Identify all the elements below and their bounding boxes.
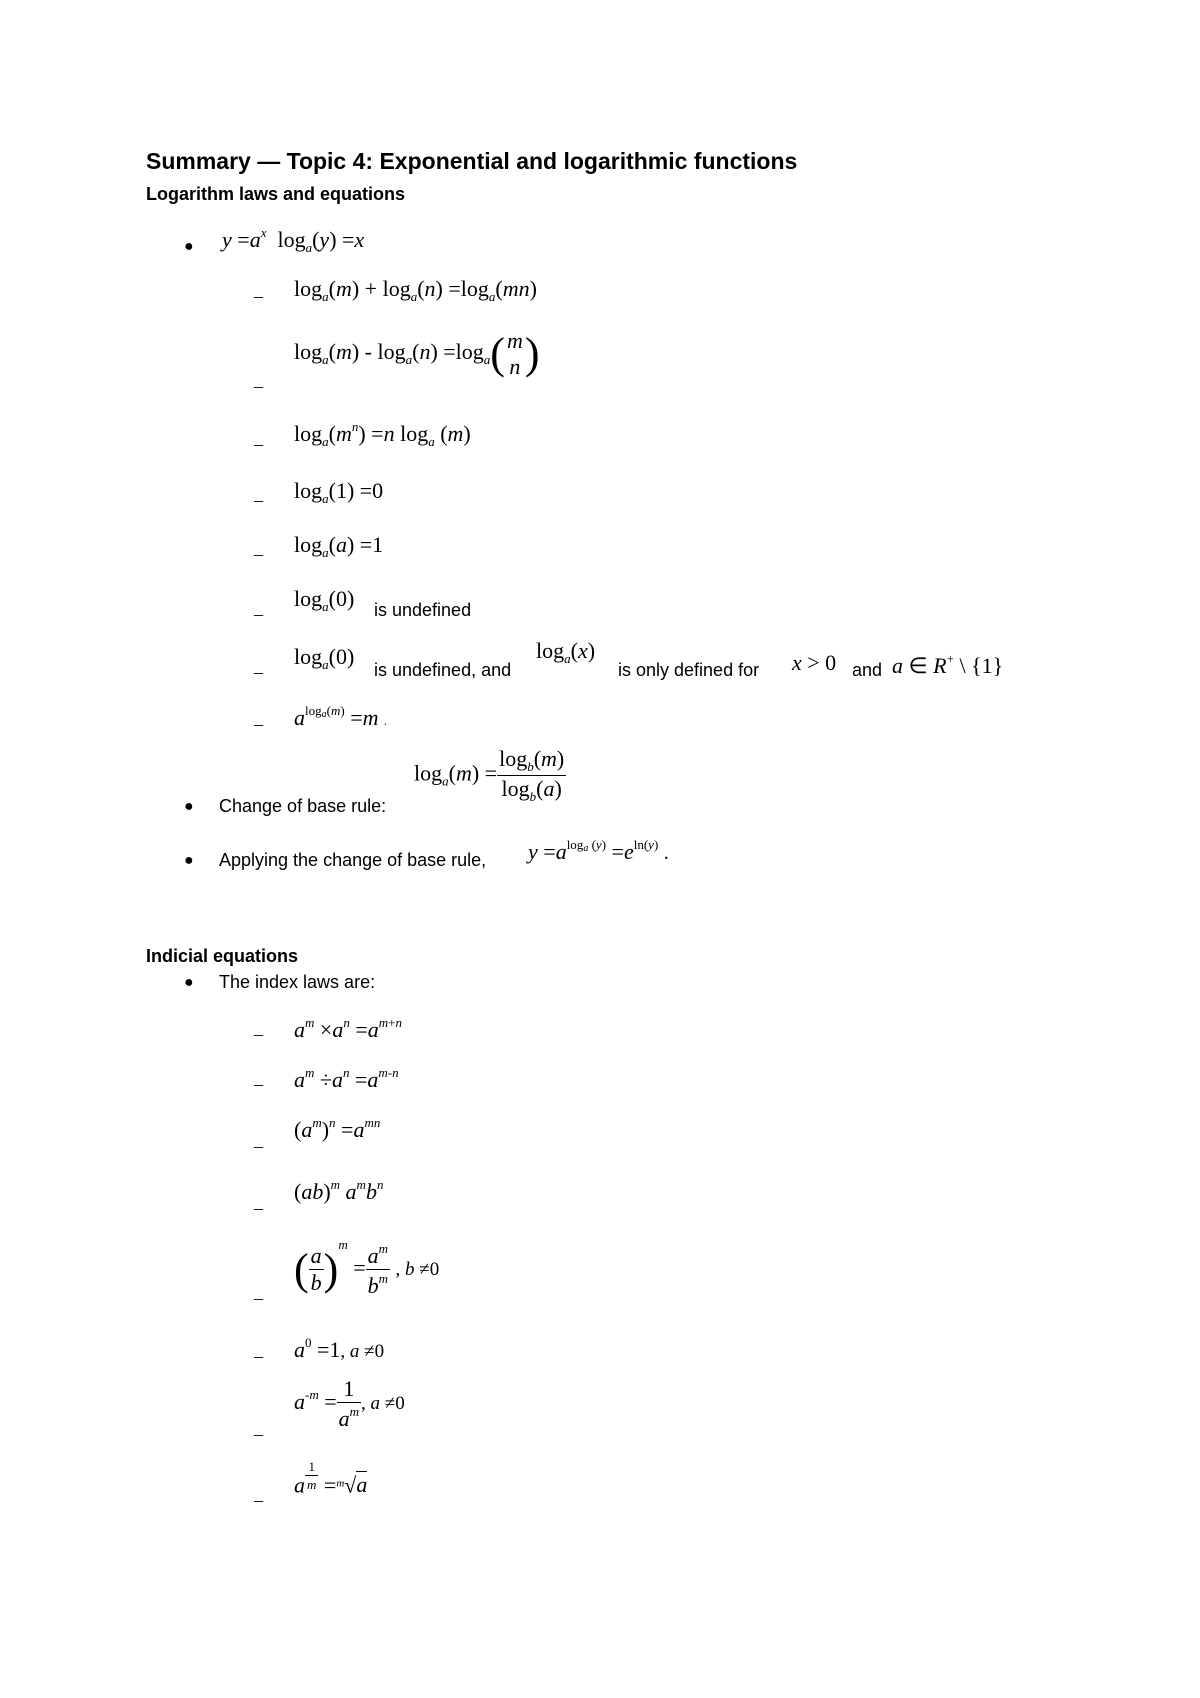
formula-log-of-zero: $\log_a(0)$ xyxy=(294,586,355,614)
formula-log-of-one: $\log_a(1) =0$ xyxy=(294,478,384,506)
text-and: and xyxy=(852,660,883,680)
dash-icon: – xyxy=(254,662,263,682)
formula-power-law: $\log_a(m^n) =n$ $\log_a (m)$ xyxy=(294,419,471,449)
dash-icon: – xyxy=(254,286,263,306)
formula-inverse-identity: $a^{log_a(m)} =m$ . xyxy=(294,703,388,730)
formula-change-of-base: $\log_a(m)$ = $\frac{\log_b(m)}{\log_b(a)}$ xyxy=(414,746,565,804)
formula-index-divide: $a^m \div a^n =a^{m-n}$ xyxy=(294,1065,399,1092)
page-title: Summary — Topic 4: Exponential and logarithmic functions xyxy=(146,148,798,174)
formula-quotient-law: $\log_a(m) - \log_a(n) =\log_a$( m n ) xyxy=(294,328,540,379)
dash-icon: – xyxy=(254,604,263,624)
bullet-icon: ● xyxy=(184,238,194,255)
dash-icon: – xyxy=(254,434,263,454)
formula-index-quotient-power: ( $\frac{a}{b}$ )$^m$ = $\frac{a^m}{b^m}$ , b ≠0 xyxy=(294,1237,440,1299)
text-only-defined-for: is only defined for xyxy=(618,660,760,680)
dash-icon: – xyxy=(254,1490,263,1510)
formula-log-x: $\log_a(x)$ xyxy=(536,638,596,666)
section-heading-indicial-equations: Indicial equations xyxy=(146,946,299,966)
bullet-icon: ● xyxy=(184,974,194,991)
formula-log-definition: $y =a^x$ $\log_a(y) =x$ xyxy=(222,225,365,255)
section-heading-logarithm-laws: Logarithm laws and equations xyxy=(146,184,406,204)
dash-icon: – xyxy=(254,1198,263,1218)
formula-index-power: $(a^m)^n =a^{mn}$ xyxy=(294,1115,381,1142)
formula-natural-base: $y =a^{log_a (y)} =e^{ln(y)}$ . xyxy=(528,837,669,864)
formula-index-zero: $a^0 =1$, a ≠0 xyxy=(294,1335,385,1362)
text-change-of-base-label: Change of base rule: xyxy=(219,796,387,816)
dash-icon: – xyxy=(254,1024,263,1044)
bullet-icon: ● xyxy=(184,798,194,815)
dash-icon: – xyxy=(254,544,263,564)
formula-log-of-zero: $\log_a(0)$ xyxy=(294,644,355,672)
formula-index-multiply: $a^m \times a^n =a^{m+n}$ xyxy=(294,1015,402,1042)
text-index-laws-label: The index laws are: xyxy=(219,972,376,992)
dash-icon: – xyxy=(254,1424,263,1444)
dash-icon: – xyxy=(254,1288,263,1308)
formula-base-domain: a ∈ R+ \ {1} xyxy=(892,651,1004,678)
dash-icon: – xyxy=(254,376,263,396)
formula-index-fractional: a $^{\frac{1}{m}}$ =$^m$√a xyxy=(294,1459,368,1498)
dash-icon: – xyxy=(254,1074,263,1094)
formula-x-greater-zero: x > 0 xyxy=(792,650,837,675)
formula-index-negative: $a^{-m}$ = $\frac{1}{a^m}$ , a ≠0 xyxy=(294,1376,405,1431)
dash-icon: – xyxy=(254,1136,263,1156)
formula-log-of-base: $\log_a(a) =1$ xyxy=(294,532,384,560)
dash-icon: – xyxy=(254,714,263,734)
dash-icon: – xyxy=(254,490,263,510)
bullet-icon: ● xyxy=(184,852,194,869)
dash-icon: – xyxy=(254,1346,263,1366)
formula-index-product-power: (ab)$^m$ $a^mb^n$ xyxy=(294,1177,384,1204)
formula-product-law: $\log_a(m) + \log_a(n) =\log_a(mn)$ xyxy=(294,276,537,304)
text-applying-change-of-base: Applying the change of base rule, xyxy=(219,850,487,870)
text-is-undefined: is undefined xyxy=(374,600,472,620)
text-is-undefined-and: is undefined, and xyxy=(374,660,512,680)
